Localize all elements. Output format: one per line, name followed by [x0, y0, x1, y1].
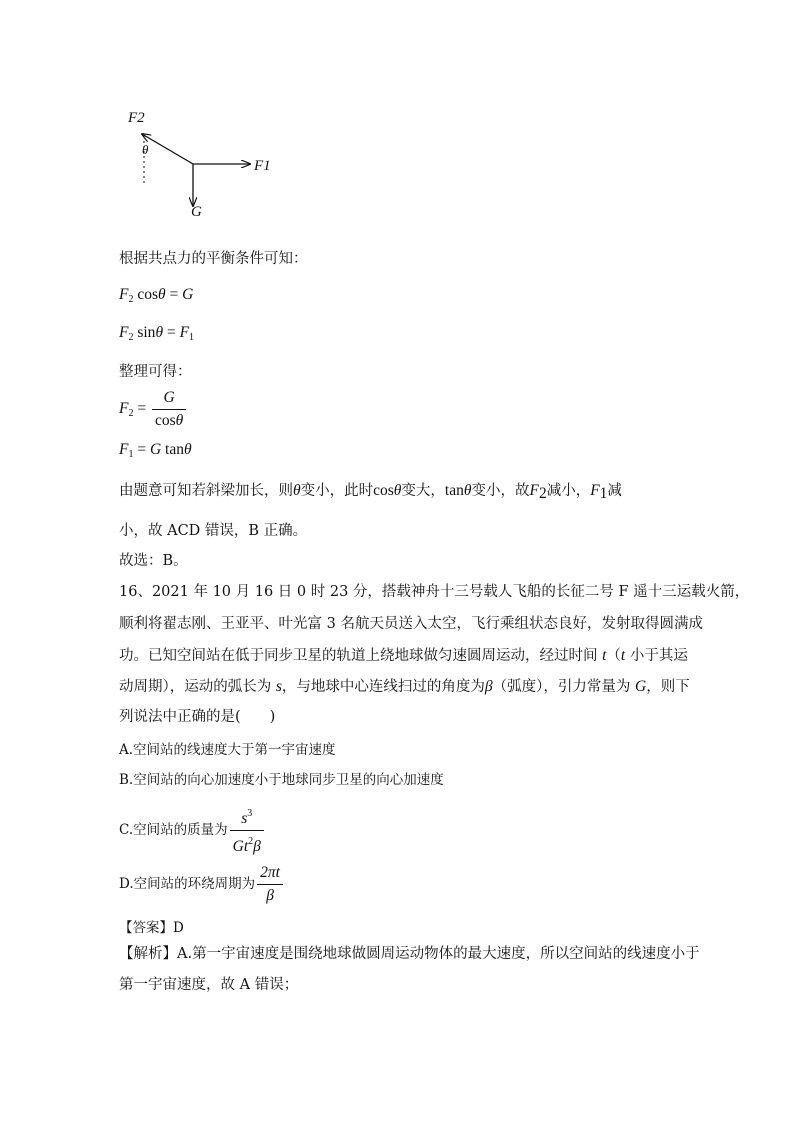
eq3-numerator: G — [152, 389, 186, 410]
eq3-theta: θ — [175, 411, 184, 429]
option-c-s: s — [241, 810, 248, 827]
g-label: G — [191, 204, 202, 220]
eq3-denominator — [152, 410, 186, 430]
eq3-subscript: 2 — [128, 408, 134, 419]
conclusion-f2-subscript: 2 — [538, 485, 547, 502]
option-a: A.空间站的线速度大于第一宇宙速度 — [119, 742, 336, 758]
option-d-text: D.空间站的环绕周期为 — [119, 876, 256, 892]
q16-line-2: 顺利将翟志刚、王亚平、叶光富 3 名航天员送入太空，飞行乘组状态良好，发射取得圆满成 — [119, 616, 703, 632]
option-c-numerator — [230, 805, 264, 831]
q16-line-4-d: ，则下 — [646, 679, 690, 695]
eq1-f-symbol: F — [119, 286, 129, 303]
q16-line-1: 16、2021 年 10 月 16 日 0 时 23 分，搭载神舟十三号载人飞船的长征二号 F 遥十三运载火箭， — [119, 584, 750, 600]
conclusion-line-2: 小，故 ACD 错误，B 正确。 — [119, 523, 308, 539]
eq2-rhs-subscript: 1 — [189, 332, 195, 343]
eq3-cos: cos — [154, 411, 176, 429]
eq1-equals: = — [165, 286, 183, 303]
q16-line-3-text: 功。已知空间站在低于同步卫星的轨道上绕地球做匀速圆周运动，经过时间 — [119, 648, 603, 664]
conclusion-f1-symbol: F — [590, 482, 600, 499]
arrange-text: 整理可得： — [119, 364, 192, 380]
eq1-cos: cos — [137, 286, 159, 303]
q16-line-3-tail: 小于其运 — [625, 648, 688, 664]
option-c-fraction — [230, 805, 264, 856]
conclusion-tan: tan — [444, 482, 464, 499]
q16-s-symbol: s — [275, 678, 282, 695]
conclusion-text-b: 变小，此时 — [300, 483, 374, 499]
option-d-fraction — [257, 864, 283, 905]
conclusion-theta: θ — [293, 482, 301, 499]
conclusion-f1-subscript: 1 — [599, 485, 608, 502]
q16-line-4-c: （弧度），引力常量为 — [492, 679, 635, 695]
option-d-numerator: 2πt — [257, 864, 283, 885]
eq4-theta: θ — [183, 441, 192, 458]
q16-line-4-b: ，与地球中心连线扫过的角度为 — [281, 679, 485, 695]
eq2-equals: = — [163, 324, 180, 341]
eq4-tan: tan — [165, 441, 184, 458]
eq2-subscript: 2 — [128, 332, 134, 343]
conclusion-text-f: 减 — [607, 483, 622, 499]
q16-line-3-paren: （ — [606, 648, 621, 664]
option-c-num-exponent: 3 — [247, 808, 253, 819]
conclusion-cos: cos — [373, 482, 394, 499]
force-diagram — [120, 100, 290, 220]
conclusion-line-1 — [119, 481, 622, 504]
eq1-rhs: G — [182, 286, 194, 303]
eq2-sin: sin — [137, 324, 156, 341]
analysis-line-1: 【解析】A.第一宇宙速度是围绕地球做圆周运动物体的最大速度，所以空间站的线速度小于 — [119, 946, 700, 962]
eq4-subscript: 1 — [128, 449, 134, 460]
option-c-denominator — [230, 831, 264, 856]
eq1-theta: θ — [158, 286, 166, 303]
eq3-equals: = — [133, 400, 150, 417]
conclusion-f2-symbol: F — [529, 482, 539, 499]
conclusion-text-d: 变小，故 — [471, 483, 530, 499]
q16-line-3 — [119, 646, 688, 666]
answer-text: 【答案】D — [119, 920, 184, 936]
solution-intro: 根据共点力的平衡条件可知： — [119, 251, 308, 267]
option-c-text: C.空间站的质量为 — [119, 822, 228, 838]
f1-label: F1 — [254, 158, 271, 174]
option-c-gt: Gt — [232, 838, 249, 855]
analysis-line-2: 第一宇宙速度，故 A 错误； — [119, 977, 299, 993]
q16-line-4 — [119, 677, 690, 697]
option-c-den-exponent: 2 — [248, 836, 254, 847]
eq1-subscript: 2 — [128, 294, 134, 305]
q16-g-symbol: G — [635, 678, 647, 695]
eq4-g: G — [149, 441, 162, 458]
option-d-denominator: β — [266, 887, 274, 904]
equation-1 — [119, 285, 193, 310]
conclusion-text-c: 变大， — [401, 483, 445, 499]
eq3-fraction — [152, 389, 186, 430]
conclusion-tan-theta: θ — [463, 482, 472, 499]
option-d — [119, 864, 285, 905]
q16-t-symbol-2: t — [620, 647, 626, 664]
equation-3 — [119, 388, 188, 435]
q16-line-4-a: 动周期），运动的弧长为 — [119, 679, 276, 695]
eq4-equals: = — [133, 441, 150, 458]
conclusion-text-e: 减小， — [546, 483, 591, 499]
option-c — [119, 805, 266, 856]
q16-beta-symbol: β — [484, 678, 493, 695]
eq2-f-symbol: F — [119, 324, 129, 341]
equation-4 — [119, 440, 192, 465]
q16-t-symbol: t — [602, 647, 607, 664]
eq4-f-symbol: F — [119, 441, 129, 458]
eq2-theta: θ — [155, 324, 164, 341]
eq2-rhs-symbol: F — [179, 324, 190, 341]
theta-label: θ — [142, 142, 149, 157]
f2-force-arrow — [142, 134, 193, 164]
equation-2 — [119, 323, 194, 348]
option-c-beta: β — [253, 838, 261, 855]
q16-line-5: 列说法中正确的是( ) — [119, 709, 276, 725]
conclusion-text-a: 由题意可知若斜梁加长，则 — [119, 483, 293, 499]
option-b: B.空间站的向心加速度小于地球同步卫星的向心加速度 — [119, 772, 444, 788]
choice-text: 故选：B。 — [119, 553, 188, 569]
eq3-f-symbol: F — [119, 400, 129, 417]
f2-label: F2 — [128, 110, 145, 126]
conclusion-cos-theta: θ — [393, 482, 402, 499]
